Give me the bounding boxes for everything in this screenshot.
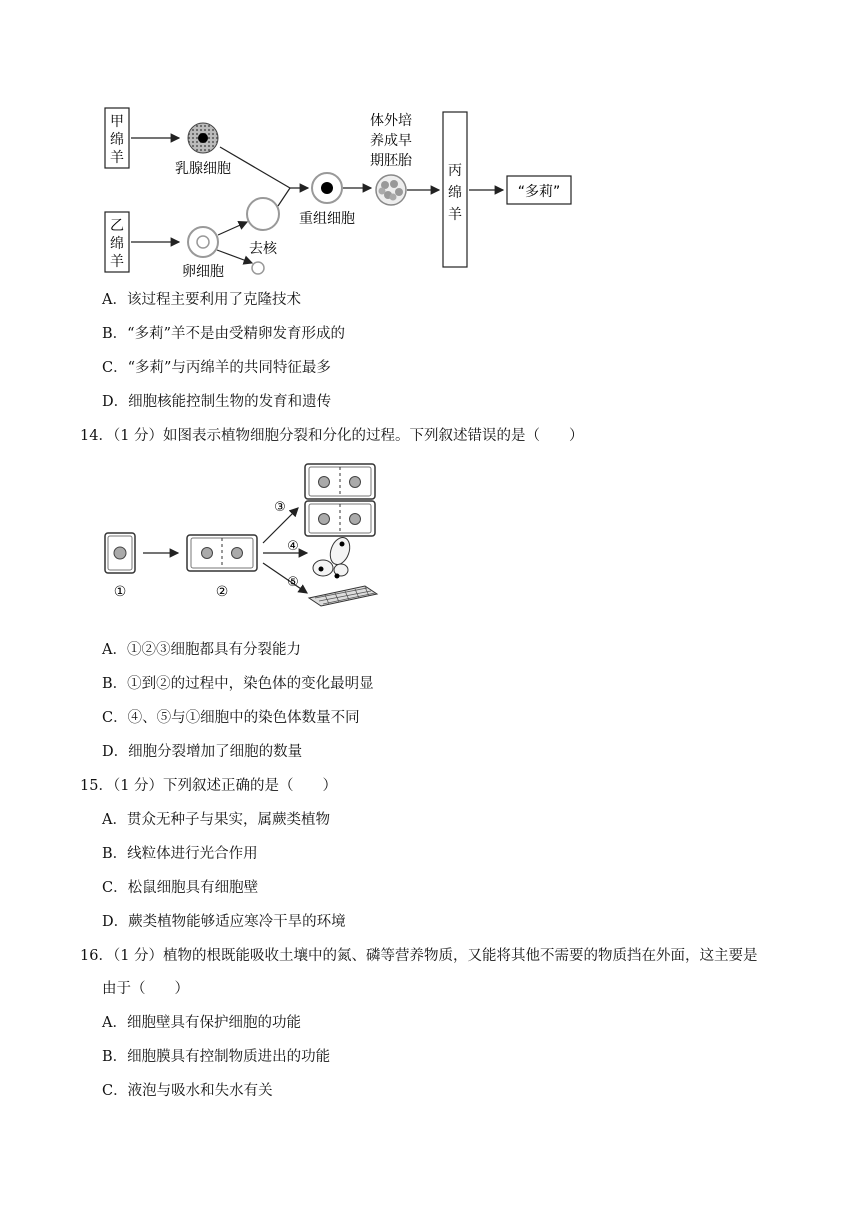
culture-label-line: 养成早: [370, 133, 412, 149]
q16-option-c: C．液泡与吸水和失水有关: [102, 1083, 273, 1099]
removed-nucleus-icon: [252, 262, 264, 274]
q14-option-d: D．细胞分裂增加了细胞的数量: [102, 744, 303, 760]
cell-division-diagram: [95, 458, 395, 618]
sheep-jia-char: 绵: [110, 132, 124, 148]
merge-line: [278, 188, 290, 206]
sheep-jia-char: 羊: [110, 150, 124, 166]
sheep-bing-char: 绵: [448, 185, 462, 201]
q16-option-b: B．细胞膜具有控制物质进出的功能: [102, 1049, 331, 1065]
egg-cell-label: 卵细胞: [182, 264, 224, 280]
q15-option-d: D．蕨类植物能够适应寒冷干旱的环境: [102, 914, 346, 930]
q16-stem-line2: 由于（ ）: [102, 981, 189, 997]
nucleus-icon: [198, 133, 208, 143]
dolly-label: “多莉”: [517, 184, 561, 200]
q15-stem: 15．（1 分）下列叙述正确的是（ ）: [80, 778, 338, 794]
label-1: ①: [113, 584, 127, 600]
q13-option-a: A．该过程主要利用了克隆技术: [102, 292, 301, 308]
q16-stem-line1: 16．（1 分）植物的根既能吸收土壤中的氮、磷等营养物质，又能将其他不需要的物质挡在外面，这主要是: [80, 948, 758, 964]
enucleated-egg-icon: [247, 198, 279, 230]
q14-option-a: A．①②③细胞都具有分裂能力: [102, 642, 301, 658]
nucleus-icon: [321, 182, 333, 194]
label-5: ⑤: [287, 575, 299, 590]
sheep-bing-char: 羊: [448, 207, 462, 223]
cell-2-icon: [187, 535, 257, 571]
q14-option-c: C．④、⑤与①细胞中的染色体数量不同: [102, 710, 360, 726]
early-embryo-icon: [376, 175, 406, 205]
cell-4-group-icon: [313, 535, 353, 579]
cloning-diagram: [95, 100, 595, 285]
q16-option-a: A．细胞壁具有保护细胞的功能: [102, 1015, 301, 1031]
q15-option-c: C．松鼠细胞具有细胞壁: [102, 880, 259, 896]
q14-stem: 14．（1 分）如图表示植物细胞分裂和分化的过程。下列叙述错误的是（ ）: [80, 428, 584, 444]
arrow: [217, 250, 252, 263]
q13-option-b: B．“多莉”羊不是由受精卵发育形成的: [102, 326, 345, 342]
recombinant-cell-label: 重组细胞: [299, 211, 355, 227]
mammary-cell-label: 乳腺细胞: [175, 161, 231, 177]
arrow: [218, 222, 247, 235]
enucleate-label: 去核: [249, 241, 277, 257]
label-3: ③: [274, 500, 286, 515]
sheep-yi-char: 乙: [110, 218, 124, 234]
sheep-bing-char: 丙: [448, 163, 462, 179]
label-2: ②: [215, 584, 229, 600]
q15-option-a: A．贯众无种子与果实，属蕨类植物: [102, 812, 330, 828]
q14-option-b: B．①到②的过程中，染色体的变化最明显: [102, 676, 374, 692]
sheep-jia-char: 甲: [110, 114, 124, 130]
q15-option-b: B．线粒体进行光合作用: [102, 846, 258, 862]
culture-label-line: 体外培: [370, 113, 412, 129]
arrow: [263, 563, 307, 593]
cell-1-icon: [105, 533, 135, 573]
sheep-yi-char: 绵: [110, 236, 124, 252]
sheep-yi-char: 羊: [110, 254, 124, 270]
culture-label-line: 期胚胎: [370, 153, 412, 169]
nucleus-icon: [197, 236, 209, 248]
q13-option-c: C．“多莉”与丙绵羊的共同特征最多: [102, 360, 331, 376]
cell-3-group-icon: [305, 464, 375, 536]
label-4: ④: [287, 539, 299, 554]
q13-option-d: D．细胞核能控制生物的发育和遗传: [102, 394, 332, 410]
cell-5-tissue-icon: [309, 586, 377, 606]
